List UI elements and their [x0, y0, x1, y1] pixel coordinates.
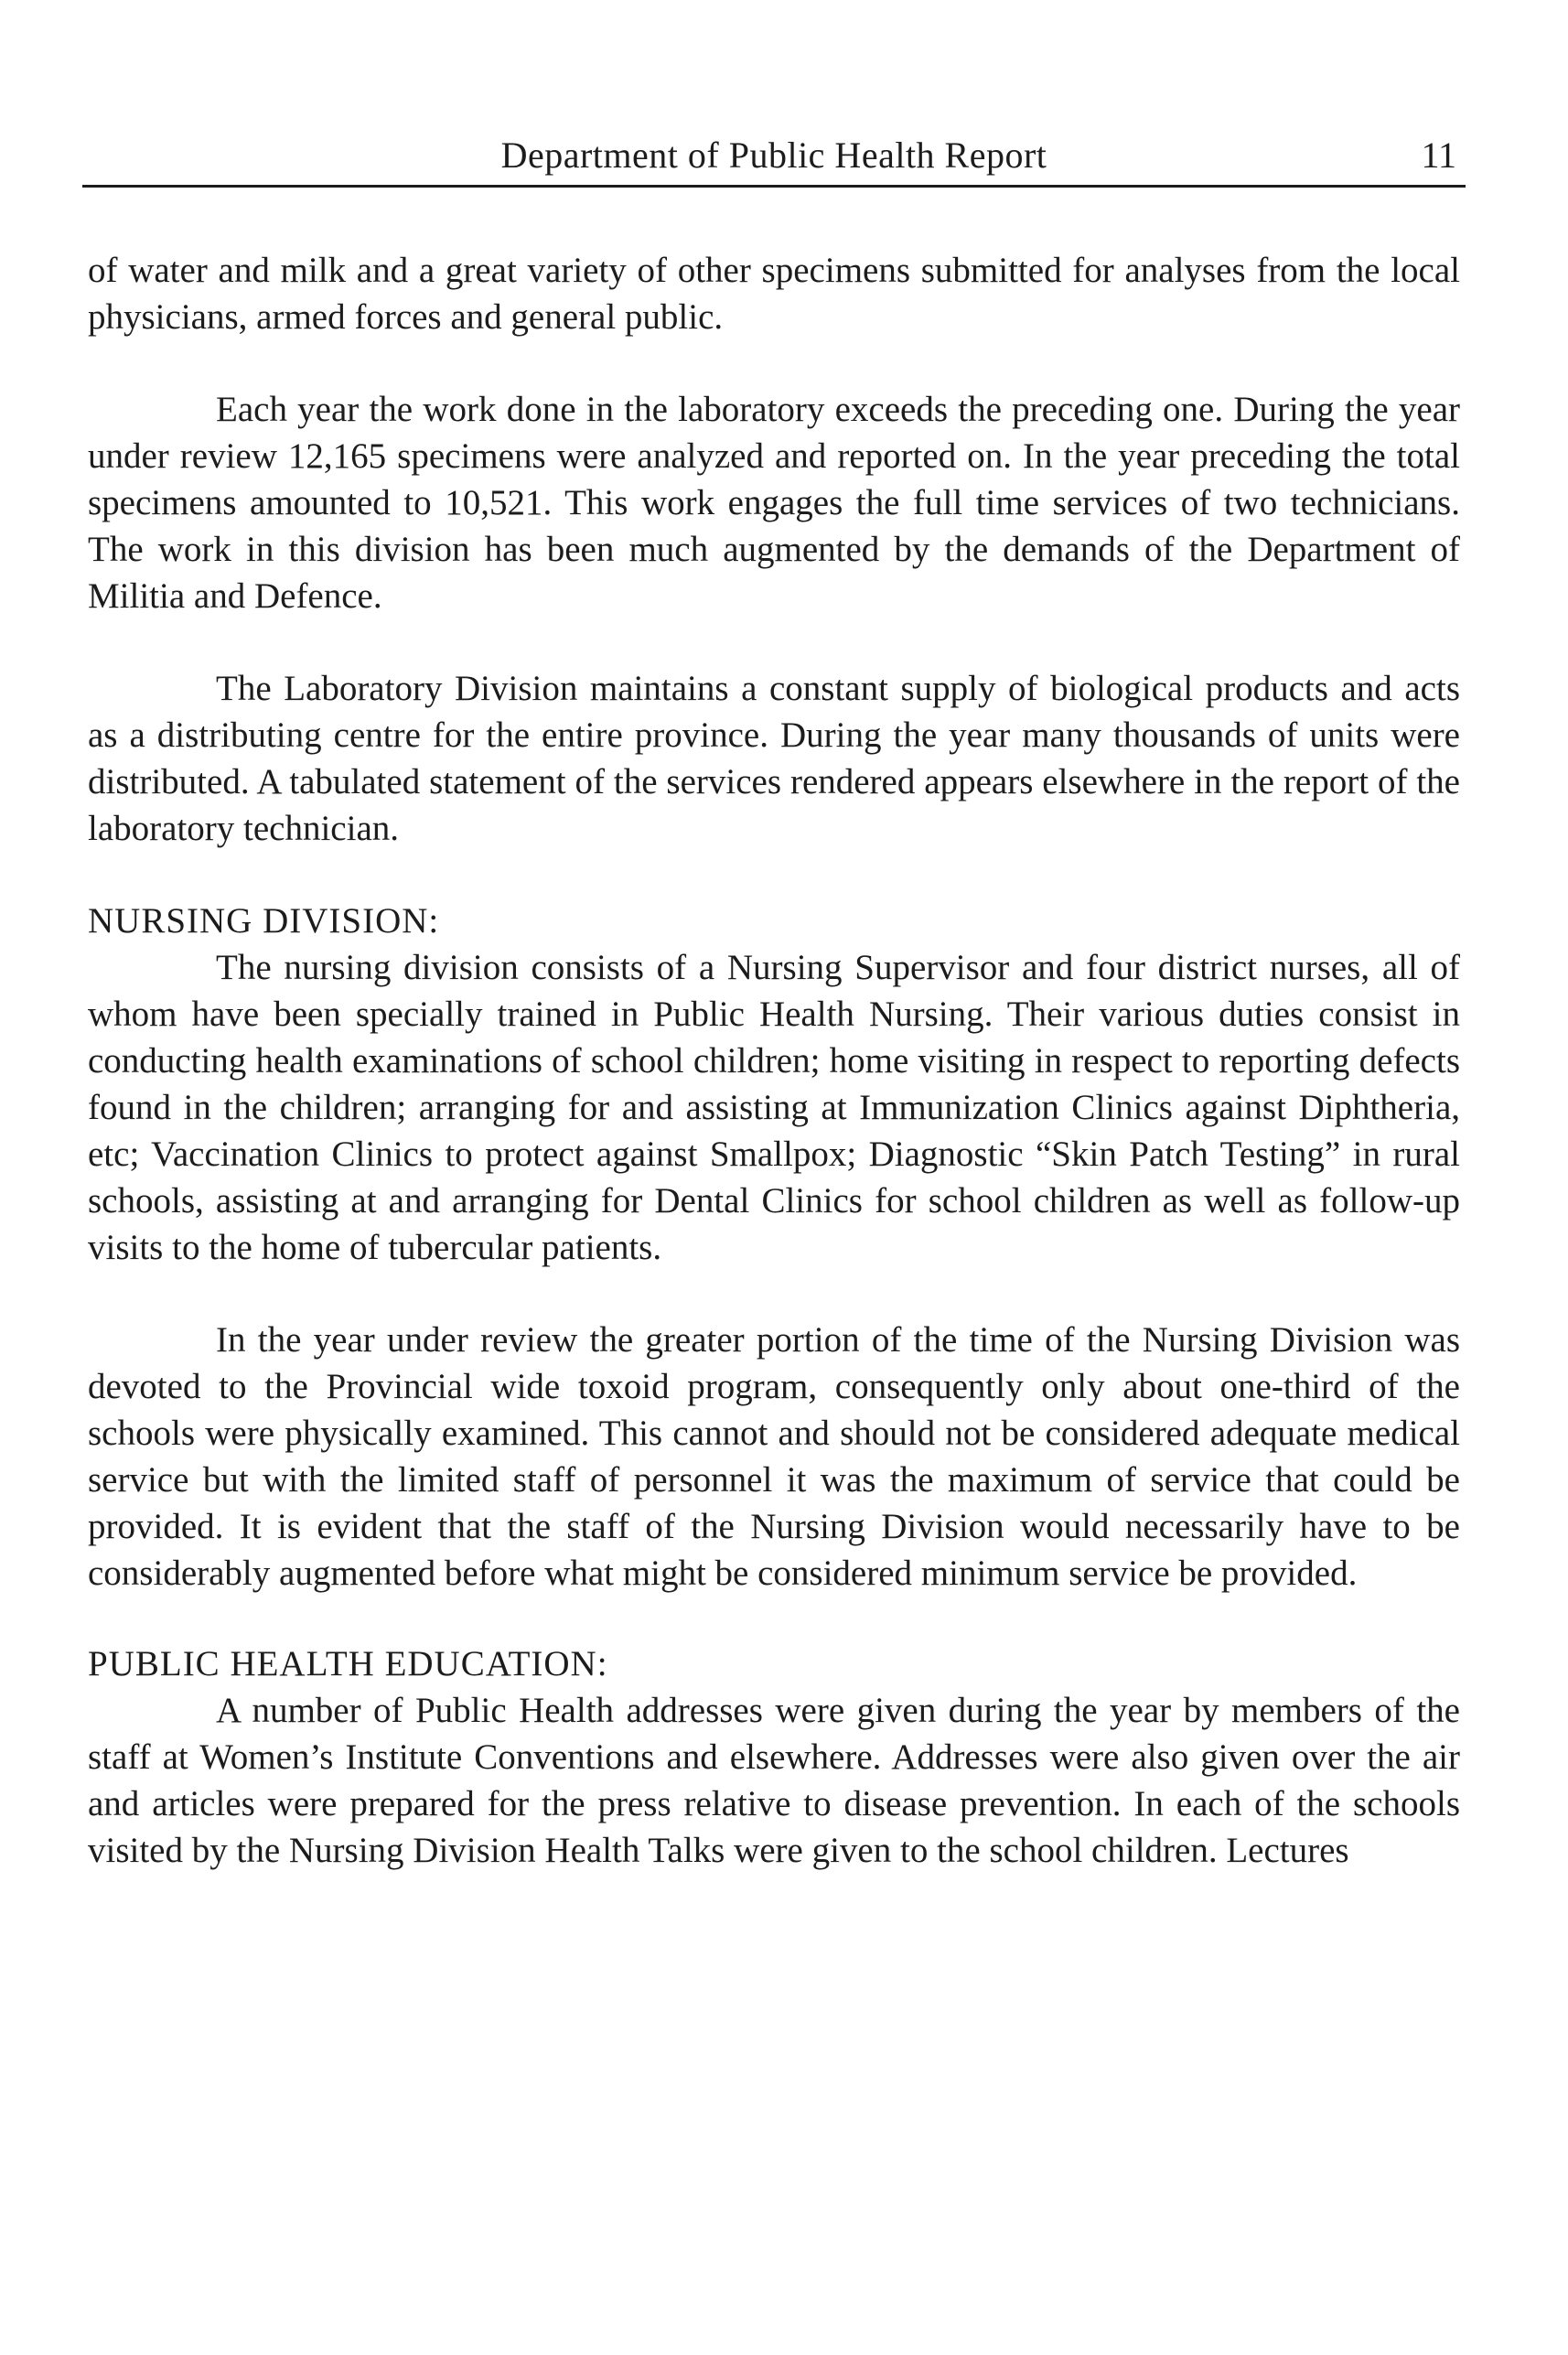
paragraph-laboratory-continued: of water and milk and a great variety of other specimens submitted for analyses from the local physicians, armed forces and general public. — [88, 251, 1460, 337]
paragraph-health-education: A number of Public Health addresses were given during the year by members of the staff at Women’s Institute Conventions and elsewhere. Addresses were also given over the air and articles were prepared for the press relative to disease prevention. In each of the schools visited by the Nursing Division Health Talks were given to the school children. Lectures — [88, 1691, 1460, 1870]
paragraph-laboratory-division: The Laboratory Division maintains a constant supply of biological products and acts as a distributing centre for the entire province. During the year many thousands of units were distributed. A tabulated statement of the services rendered appears elsewhere in the report of the laboratory technician. — [88, 669, 1460, 848]
heading-public-health-education: PUBLIC HEALTH EDUCATION: — [88, 1644, 608, 1683]
header-title: Department of Public Health Report — [500, 134, 1047, 176]
paragraph-laboratory-work: Each year the work done in the laboratory exceeds the preceding one. During the year under review 12,165 specimens were analyzed and reported on. In the year preceding the total specimens amounted to 10,521. This work engages the full time services of two technicians. The work in this division has been much augmented by the demands of the Department of Militia and Defence. — [88, 390, 1460, 616]
body-text — [88, 247, 1460, 1874]
heading-nursing-division: NURSING DIVISION: — [88, 901, 440, 941]
paragraph-nursing-duties: The nursing division consists of a Nursing Supervisor and four district nurses, all of whom have been specially trained in Public Health Nursing. Their various duties consist in conducting health examinations of school children; home visiting in respect to reporting defects found in the children; arranging for and assisting at Immunization Clinics against Diphtheria, etc; Vaccination Clinics to protect against Smallpox; Diagnostic “Skin Patch Testing” in rural schools, assisting at and arranging for Dental Clinics for school children as well as follow-up visits to the home of tubercular patients. — [88, 948, 1460, 1267]
paragraph-nursing-review: In the year under review the greater portion of the time of the Nursing Division was devoted to the Provincial wide toxoid program, consequently only about one-third of the schools were physically examined. This cannot and should not be considered adequate medical service but with the limited staff of personnel it was the maximum of service that could be provided. It is evident that the staff of the Nursing Division would necessarily have to be considerably augmented before what might be considered minimum service be provided. — [88, 1320, 1460, 1593]
page-number: 11 — [1421, 134, 1456, 176]
running-header — [82, 130, 1466, 183]
header-rule — [82, 185, 1466, 188]
